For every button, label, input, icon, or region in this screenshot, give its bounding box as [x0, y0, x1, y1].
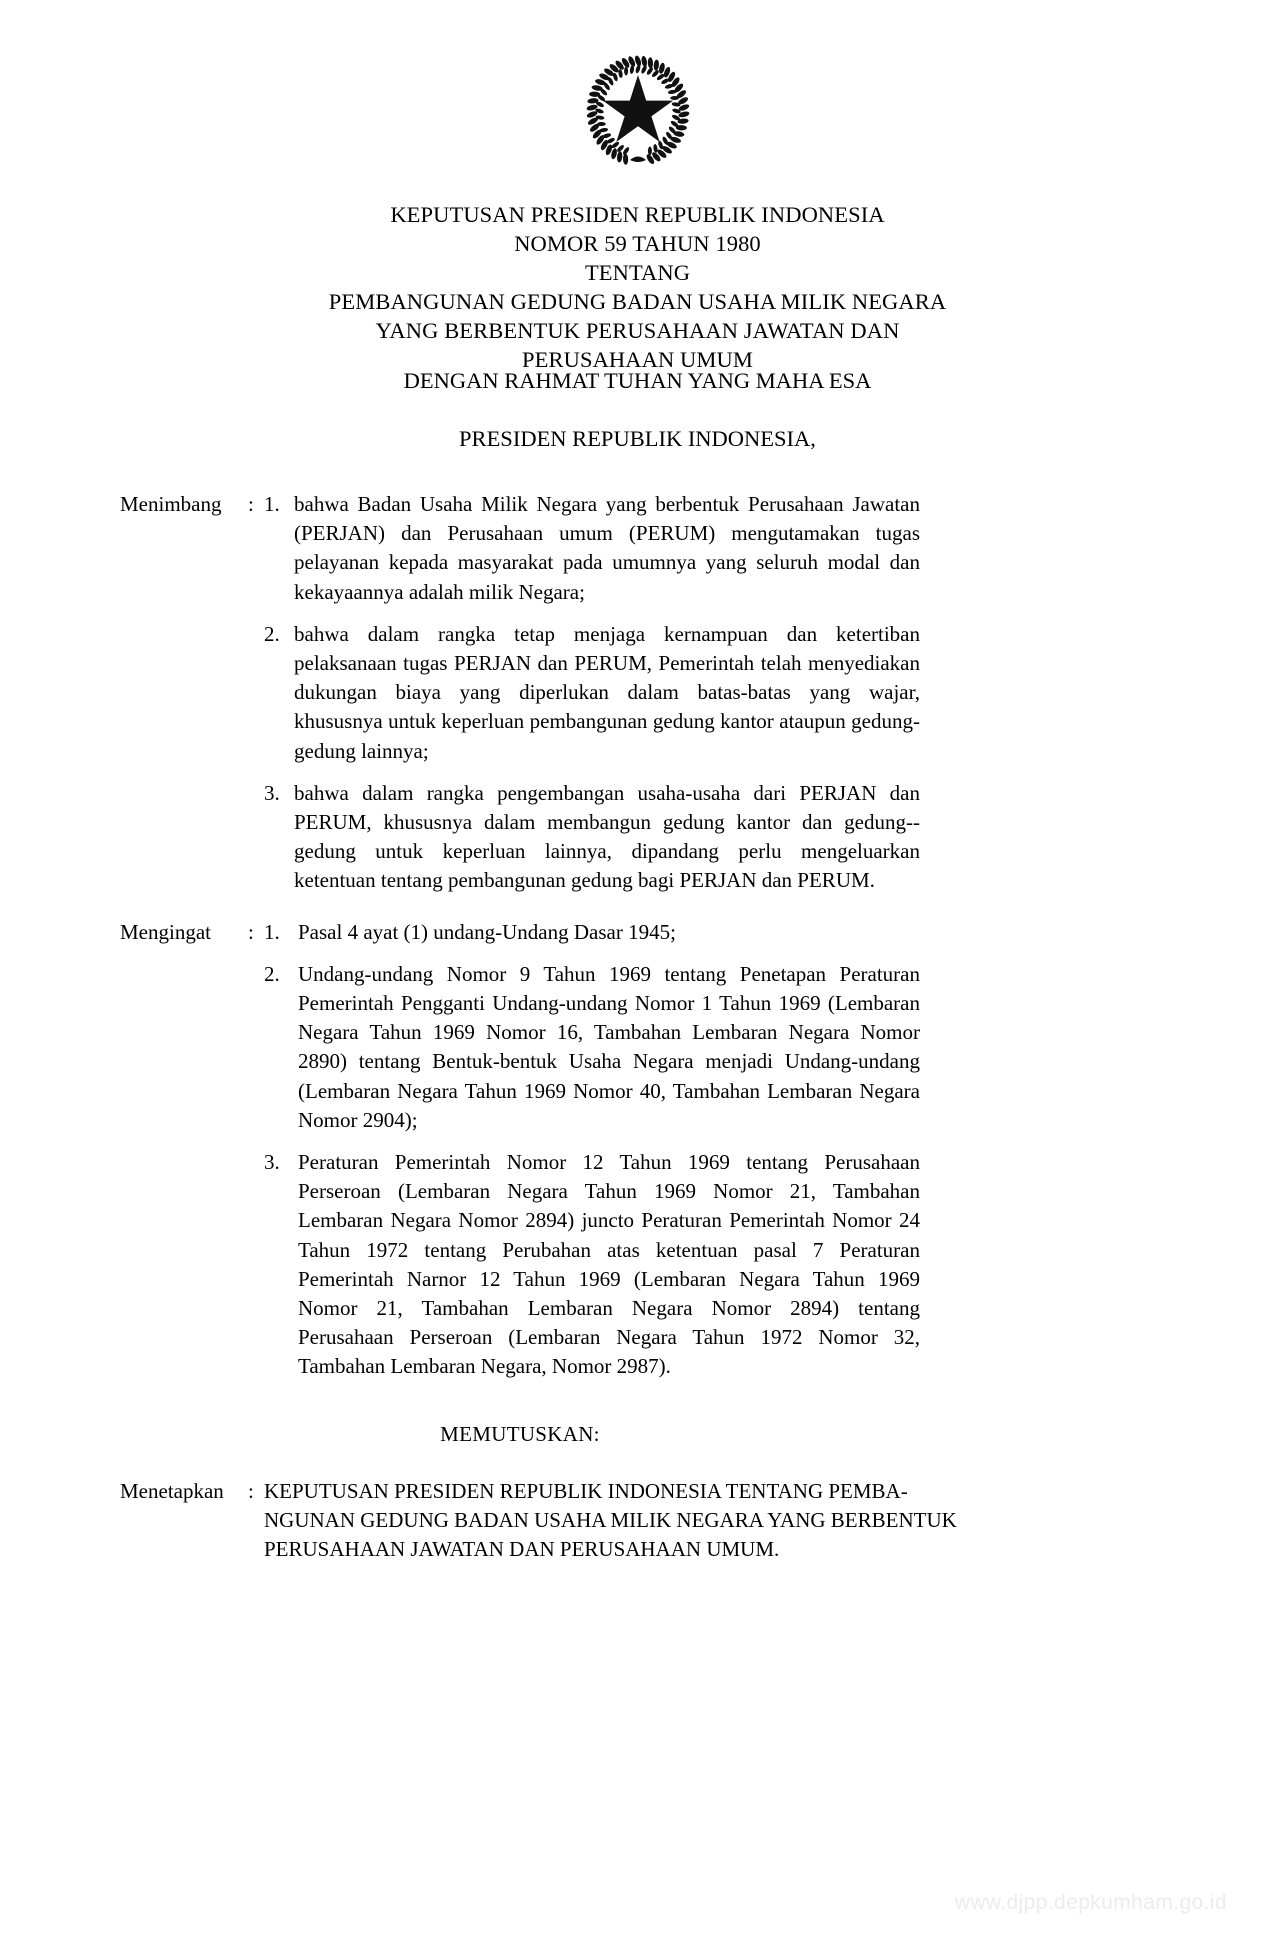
item-number: 2. — [264, 961, 280, 986]
emblem-container — [0, 45, 1275, 175]
item-number: 3. — [264, 780, 280, 805]
title-line-2: NOMOR 59 TAHUN 1980 — [514, 231, 761, 256]
title-line-3: TENTANG — [584, 260, 691, 285]
list-item — [264, 918, 920, 947]
menetapkan-clause — [120, 1477, 957, 1565]
site-watermark: www.djpp.depkumham.go.id — [954, 1891, 1227, 1914]
mengingat-label: Mengingat — [120, 919, 211, 944]
menetapkan-colon: : — [248, 1478, 254, 1503]
spacer — [120, 896, 920, 918]
item-text: Peraturan Pemerintah Nomor 12 Tahun 1969 tentang Perusahaan Perseroan (Lembaran Negara Tahun 1969 Nomor 21, Tambahan Lembaran Negara Nomor 2894) juncto Peraturan Pemerintah Nomor 24 Tahun 1972 tentang Perubahan atas ketentuan pasal 7 Peraturan Pemerintah Narnor 12 Tahun 1969 (Lembaran Negara Tahun 1969 Nomor 21, Tambahan Lembaran Negara Nomor 2894) tentang Perusahaan Perseroan (Lembaran Negara Tahun 1972 Nomor 32, Tambahan Lembaran Negara, Nomor 2987). — [298, 1150, 920, 1379]
document-title — [0, 200, 1275, 374]
menimbang-label: Menimbang — [120, 492, 222, 516]
garuda-star-emblem-icon — [573, 45, 703, 175]
mengingat-colon: : — [248, 919, 254, 944]
item-number: 3. — [264, 1150, 280, 1175]
memutuskan-heading: MEMUTUSKAN: — [440, 1421, 600, 1446]
preamble-block — [0, 366, 1275, 453]
menimbang-clause — [120, 490, 920, 896]
menetapkan-line-3: PERUSAHAAN JAWATAN DAN PERUSAHAAN UMUM. — [264, 1537, 780, 1562]
menimbang-items — [264, 490, 920, 896]
title-line-6: PERUSAHAAN UMUM — [522, 347, 753, 372]
title-line-1: KEPUTUSAN PRESIDEN REPUBLIK INDONESIA — [390, 202, 885, 227]
menetapkan-label: Menetapkan — [120, 1478, 224, 1503]
spacer — [264, 947, 920, 960]
list-item — [264, 490, 920, 607]
item-number: 2. — [264, 621, 280, 646]
authority-line: PRESIDEN REPUBLIK INDONESIA, — [459, 426, 816, 451]
spacer — [264, 607, 920, 620]
item-text: Undang-undang Nomor 9 Tahun 1969 tentang Penetapan Peraturan Pemerintah Pengganti Undang-undang Nomor 1 Tahun 1969 (Lembaran Negara Tahun 1969 Nomor 16, Tambahan Lembaran Negara Nomor 2890) tentang Bentuk-bentuk Usaha Negara menjadi Undang-undang (Lembaran Negara Tahun 1969 Nomor 40, Tambahan Lembaran Negara Nomor 2904); — [298, 961, 920, 1132]
item-number: 1. — [264, 919, 280, 944]
spacer — [264, 1135, 920, 1148]
menetapkan-line-2: NGUNAN GEDUNG BADAN USAHA MILIK NEGARA YANG BERBENTUK — [264, 1508, 957, 1533]
title-line-5: YANG BERBENTUK PERUSAHAAN JAWATAN DAN — [375, 318, 900, 343]
item-text: bahwa dalam rangka tetap menjaga kernampuan dan ketertiban pelaksanaan tugas PERJAN dan PERUM, Pemerintah telah menyediakan dukungan biaya yang diperlukan dalam batas-batas yang wajar, khususnya untuk keperluan pembangunan gedung kantor ataupun gedung-gedung lainnya; — [294, 621, 920, 763]
item-text: bahwa Badan Usaha Milik Negara yang berbentuk Perusahaan Jawatan (PERJAN) dan Perusahaan umum (PERUM) mengutamakan tugas pelayanan kepada masyarakat pada umumnya yang seluruh modal dan kekayaannya adalah milik Negara; — [294, 492, 920, 604]
mengingat-items — [264, 918, 920, 1382]
item-text: Pasal 4 ayat (1) undang-Undang Dasar 1945; — [298, 919, 676, 944]
menetapkan-line-1: KEPUTUSAN PRESIDEN REPUBLIK INDONESIA TENTANG PEMBA- — [264, 1478, 908, 1503]
list-item — [264, 1148, 920, 1382]
menimbang-colon: : — [248, 492, 254, 516]
title-line-4: PEMBANGUNAN GEDUNG BADAN USAHA MILIK NEGARA — [328, 289, 947, 314]
item-number: 1. — [264, 492, 280, 516]
list-item — [264, 960, 920, 1135]
list-item — [264, 779, 920, 896]
mengingat-clause — [120, 918, 920, 1382]
item-text: bahwa dalam rangka pengembangan usaha-usaha dari PERJAN dan PERUM, khususnya dalam membangun gedung kantor dan gedung-- gedung untuk keperluan lainnya, dipandang perlu mengeluarkan ketentuan tentang pembangunan gedung bagi PERJAN dan PERUM. — [294, 780, 920, 893]
document-body — [120, 490, 957, 1565]
spacer — [264, 766, 920, 779]
menetapkan-text — [264, 1477, 957, 1565]
list-item — [264, 620, 920, 766]
blessing-line: DENGAN RAHMAT TUHAN YANG MAHA ESA — [403, 368, 872, 393]
